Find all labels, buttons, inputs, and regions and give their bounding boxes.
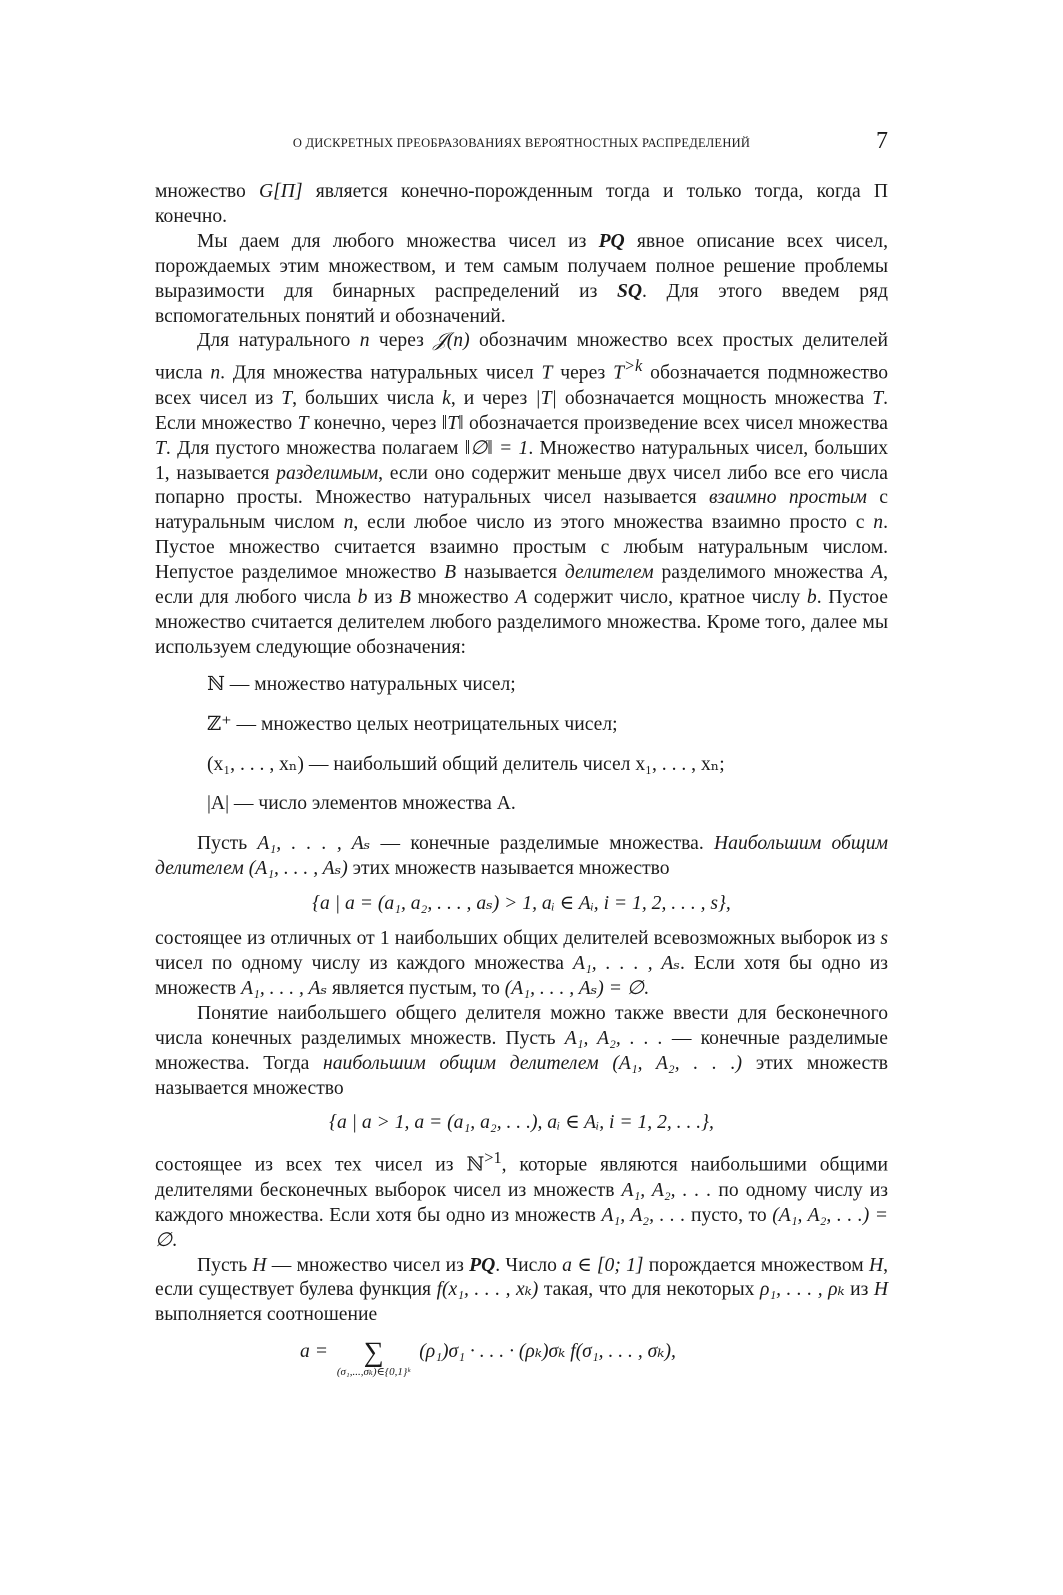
formula-gcd-finite: {a | a = (a₁, a₂, . . . , aₛ) > 1, aᵢ ∈ Aᵢ, i = 1, 2, . . . , s}, xyxy=(312,893,731,915)
notation-item: ℤ⁺ — множество целых неотрицательных чисел; xyxy=(207,713,618,735)
formula-boolean-sum xyxy=(155,1337,888,1402)
sum-rhs: (ρ₁)σ₁ · . . . · (ρₖ)σₖ f(σ₁, . . . , σₖ), xyxy=(419,1341,676,1363)
formula-gcd-infinite: {a | a > 1, a = (a₁, a₂, . . .), aᵢ ∈ Aᵢ, i = 1, 2, . . .}, xyxy=(329,1112,714,1134)
running-title: О ДИСКРЕТНЫХ ПРЕОБРАЗОВАНИЯХ ВЕРОЯТНОСТНЫХ РАСПРЕДЕЛЕНИЙ xyxy=(292,136,751,150)
sum-limits: (σ₁,...,σₖ)∈{0,1}ᵏ xyxy=(336,1366,411,1379)
paragraph-4: Пусть A₁, . . . , Aₛ — конечные разделимые множества. Наибольшим общим делителем (A₁, . . . , Aₛ) этих множеств называется множество xyxy=(155,833,888,880)
body-text xyxy=(155,180,888,1402)
page-header xyxy=(155,128,888,158)
notation-item: |A| — число элементов множества A. xyxy=(207,793,516,815)
paragraph-8: Пусть H — множество чисел из PQ. Число a ∈ [0; 1] порождается множеством H, если существует булева функция f(x₁, . . . , xₖ) такая, что для некоторых ρ₁, . . . , ρₖ из H выполняется соотношение xyxy=(155,1254,888,1326)
notation-item: (x₁, . . . , xₙ) — наибольший общий делитель чисел x₁, . . . , xₙ; xyxy=(207,753,725,775)
sum-lhs: a = xyxy=(300,1341,333,1363)
paragraph-5: состоящее из отличных от 1 наибольших общих делителей всевозможных выборок из s чисел по одному числу из каждого множества A₁, . . . , Aₛ. Если хотя бы одно из множеств A₁, . . . , Aₛ является пустым, то (A₁, . . . , Aₛ) = ∅. xyxy=(155,928,888,999)
formula-boolean-sum-content xyxy=(300,1337,676,1379)
paragraph-6: Понятие наибольшего общего делителя можно также ввести для бесконечного числа конечных разделимых множеств. Пусть A₁, A₂, . . . — конечные разделимые множества. Тогда наибольшим общим делителем (A₁, A₂, . . .) этих множеств называется множество xyxy=(155,1002,889,1099)
notation-list xyxy=(207,673,888,818)
paragraph-7: состоящее из всех тех чисел из ℕ$^{>1}$, которые являются наибольшими общими делителями бесконечных выборок чисел из множеств A₁, A₂, . . . по одному числу из каждого множества. Если хотя бы одно из множеств A₁, A₂, . . . пусто, то (A₁, A₂, . . .) = ∅. xyxy=(155,1148,889,1251)
notation-item: ℕ — множество натуральных чисел; xyxy=(207,673,516,695)
sigma-symbol: ∑ xyxy=(363,1337,384,1369)
summation-sign xyxy=(336,1337,411,1379)
paragraph-3: Для натурального n через 𝒥(n) обозначим множество всех простых делителей числа n. Для множества натуральных чисел T через $T^{>k}$ обозначается подмножество всех чисел из T, больших числа k, и через |T| обозначается мощность множества T. Если множество T конечно, через ‖T‖ обозначается произведение всех чисел множества T. Для пустого множества полагаем ‖∅‖ = 1. Множество натуральных чисел, больших 1, называется разделимым, если оно содержит меньше двух чисел либо все его числа попарно просты. Множество натуральных чисел называется взаимно простым с натуральным числом n, если любое число из этого множества взаимно просто с n. Пустое множество считается взаимно простым с любым натуральным числом. Непустое разделимое множество B называется делителем разделимого множества A, если для любого числа b из B множество A содержит число, кратное числу b. Пустое множество считается делителем любого разделимого множества. Кроме того, далее мы используем следующие обозначения: xyxy=(155,330,889,658)
paragraph-2: Мы даем для любого множества чисел из PQ явное описание всех чисел, порождаемых этим множеством, и тем самым получаем полное решение проблемы выразимости для бинарных распределений из SQ. Для этого введем ряд вспомогательных понятий и обозначений. xyxy=(155,230,888,327)
page-number: 7 xyxy=(876,128,888,154)
paragraph-1: множество G[Π] является конечно-порожденным тогда и только тогда, когда Π конечно. xyxy=(155,181,889,227)
